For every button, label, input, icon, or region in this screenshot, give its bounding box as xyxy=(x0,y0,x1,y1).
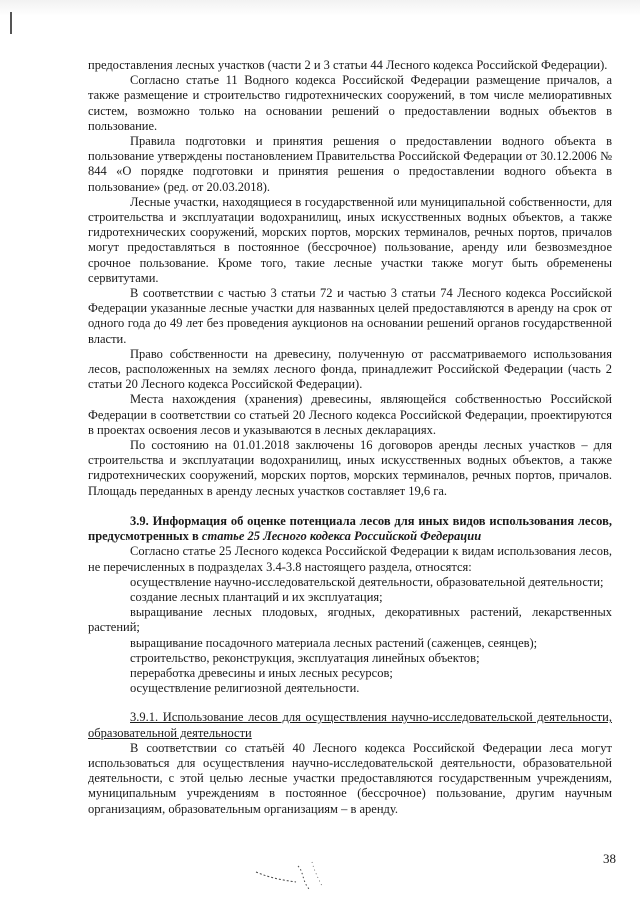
paragraph: предоставления лесных участков (части 2 и 3 статьи 44 Лесного кодекса Российской Федерации). xyxy=(88,58,608,72)
paragraph: Право собственности на древесину, полученную от рассматриваемого использования лесов, расположенных на землях лесного фонда, принадлежит Российской Федерации (часть 2 статьи 20 Лесного кодекса Российской Федерации). xyxy=(88,346,612,392)
section-heading-text: 3.9. Информация об оценке потенциала лесов для иных видов использования лесов, предусмотренных в xyxy=(88,513,612,544)
paragraph: Лесные участки, находящиеся в государственной или муниципальной собственности, для строительства и эксплуатации водохранилищ, иных искусственных водных объектов, а также гидротехнических сооружений, морских портов, морских терминалов, речных портов, причалов могут предоставляться в постоянное (бессрочное) пользование, аренду или безвозмездное срочное пользование. Кроме того, такие лесные участки также могут быть обременены сервитутами. xyxy=(88,194,612,285)
list-item: создание лесных плантаций и их эксплуатация; xyxy=(130,589,383,604)
scan-artifact xyxy=(10,12,12,34)
page-number: 38 xyxy=(603,851,616,866)
scan-edge xyxy=(0,0,640,16)
section-heading-3-9 xyxy=(88,514,612,544)
section-intro: Согласно статье 25 Лесного кодекса Российской Федерации к видам использования лесов, не перечисленных в подразделах 3.4-3.8 настоящего раздела, относятся: xyxy=(88,544,612,574)
paragraph: Правила подготовки и принятия решения о предоставлении водного объекта в пользование утверждены постановлением Правительства Российской Федерации от 30.12.2006 № 844 «О порядке подготовки и принятия решения о предоставлении водного объекта в пользование» (ред. от 20.03.2018). xyxy=(88,134,612,194)
list-item: выращивание лесных плодовых, ягодных, декоративных растений, лекарственных растений; xyxy=(88,605,612,635)
list-item: строительство, реконструкция, эксплуатация линейных объектов; xyxy=(130,650,480,665)
signature-mark xyxy=(252,856,332,892)
paragraph: По состоянию на 01.01.2018 заключены 16 договоров аренды лесных участков – для строительства и эксплуатации водохранилищ, иных искусственных водных объектов, а также гидротехнических сооружений, морских портов, морских терминалов, речных портов, причалов. Площадь переданных в аренду лесных участков составляет 19,6 га. xyxy=(88,438,612,498)
paragraph: Места нахождения (хранения) древесины, являющейся собственностью Российской Федерации в соответствии со статьей 20 Лесного кодекса Российской Федерации, проектируются в проектах освоения лесов и указываются в лесных декларациях. xyxy=(88,392,612,437)
subsection-heading-3-9-1: 3.9.1. Использование лесов для осуществления научно-исследовательской деятельности, образовательной деятельности xyxy=(88,710,612,740)
paragraph: В соответствии с частью 3 статьи 72 и частью 3 статьи 74 Лесного кодекса Российской Федерации указанные лесные участки для названных целей предоставляются в аренду на срок от одного года до 49 лет без проведения аукционов на основании решений органов государственной власти. xyxy=(88,286,612,346)
body-text xyxy=(88,58,612,817)
paragraph: В соответствии со статьёй 40 Лесного кодекса Российской Федерации леса могут использоваться для осуществления научно-исследовательской деятельности, образовательной деятельности, с этой целью лесные участки предоставляются государственным учреждениям, муниципальным учреждениям в постоянное (бессрочное) пользование, другим научным организациям, образовательным организациям – в аренду. xyxy=(88,740,612,816)
list-item: осуществление религиозной деятельности. xyxy=(130,681,360,696)
list-item: осуществление научно-исследовательской деятельности, образовательной деятельности; xyxy=(130,574,604,589)
list-item: выращивание посадочного материала лесных растений (саженцев, сеянцев); xyxy=(130,635,538,650)
list-item: переработка древесины и иных лесных ресурсов; xyxy=(130,665,393,680)
paragraph: Согласно статье 11 Водного кодекса Российской Федерации размещение причалов, а также размещение и строительство гидротехнических сооружений, в том числе мелиоративных систем, возможно только на основании решений о предоставлении водных объектов в пользование. xyxy=(88,73,612,133)
section-heading-emphasis: статье 25 Лесного кодекса Российской Федерации xyxy=(201,529,482,544)
